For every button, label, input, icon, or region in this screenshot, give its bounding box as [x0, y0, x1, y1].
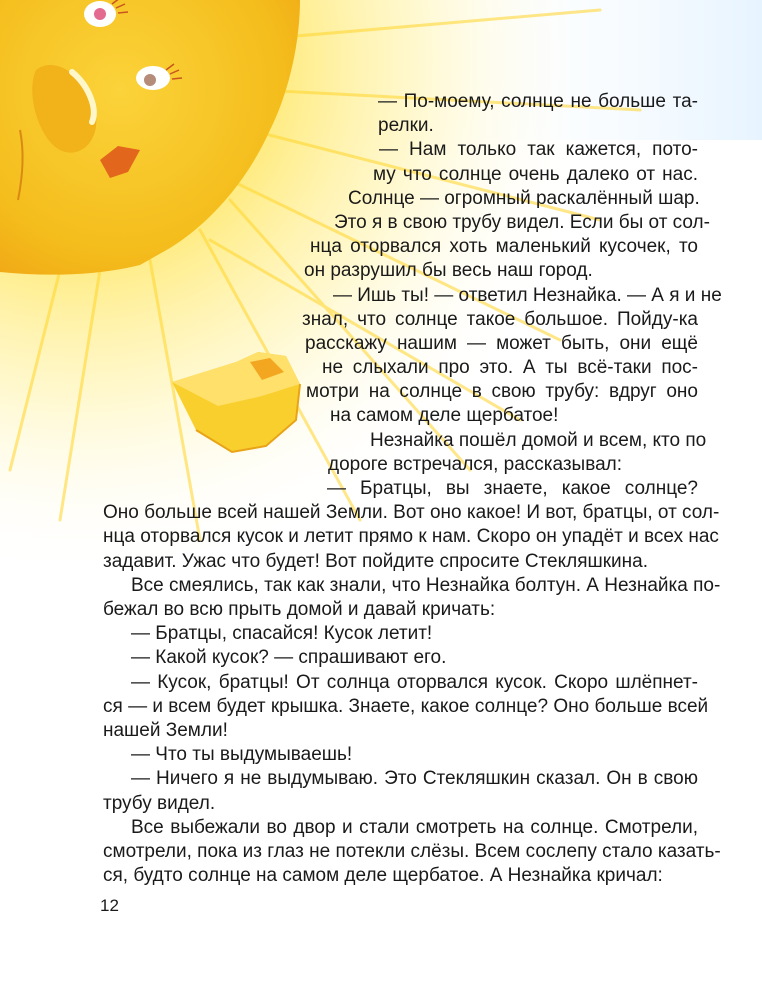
text-line: — Братцы, вы знаете, какое солнце? [327, 478, 698, 499]
text-line: Все выбежали во двор и стали смотреть на солнце. Смотрели, [131, 817, 698, 838]
text-line: задавит. Ужас что будет! Вот пойдите спросите Стекляшкина. [103, 551, 648, 572]
text-line: бежал во всю прыть домой и давай кричать: [103, 599, 496, 620]
text-line: Солнце — огромный раскалённый шар. [348, 188, 700, 209]
text-line: Это я в свою трубу видел. Если бы от сол- [334, 212, 710, 233]
text-line: он разрушил бы весь наш город. [304, 260, 593, 281]
text-line: знал, что солнце такое большое. Пойду-ка [302, 309, 698, 330]
text-line: дороге встречался, рассказывал: [328, 454, 623, 475]
text-line: ся — и всем будет крышка. Знаете, какое солнце? Оно больше всей [103, 696, 709, 717]
text-line: ся, будто солнце на самом деле щербатое. А Незнайка кричал: [103, 865, 663, 886]
text-line: трубу видел. [103, 793, 216, 814]
text-line: — Какой кусок? — спрашивают его. [131, 647, 447, 668]
text-line: — Ничего я не выдумываю. Это Стекляшкин сказал. Он в свою [131, 768, 698, 789]
text-line: Оно больше всей нашей Земли. Вот оно какое! И вот, братцы, от сол- [103, 502, 720, 523]
text-line: расскажу нашим — может быть, они ещё [305, 333, 698, 354]
page-number: 12 [100, 896, 119, 915]
text-line: на самом деле щербатое! [330, 405, 559, 426]
text-line: — Нам только так кажется, пото- [379, 139, 698, 160]
text-line: — Ишь ты! — ответил Незнайка. — А я и не [333, 285, 722, 306]
text-line: нашей Земли! [103, 720, 228, 741]
text-line: нца оторвался кусок и летит прямо к нам. Скоро он упадёт и всех нас [103, 526, 719, 547]
text-line: Все смеялись, так как знали, что Незнайка болтун. А Незнайка по- [131, 575, 721, 596]
text-line: Незнайка пошёл домой и всем, кто по [370, 430, 707, 451]
text-line: му что солнце очень далеко от нас. [373, 164, 698, 185]
text-line: — Кусок, братцы! От солнца оторвался кусок. Скоро шлёпнет- [131, 672, 698, 693]
text-line: — Что ты выдумываешь! [131, 744, 353, 765]
text-line: смотрели, пока из глаз не потекли слёзы. Всем сослепу стало казать- [103, 841, 721, 862]
text-line: — Братцы, спасайся! Кусок летит! [131, 623, 433, 644]
text-line: мотри на солнце в свою трубу: вдруг оно [306, 381, 698, 402]
text-line: не слыхали про это. А ты всё-таки пос- [322, 357, 698, 378]
text-line: — По-моему, солнце не больше та- [378, 91, 698, 112]
text-line: нца оторвался хоть маленький кусочек, то [310, 236, 698, 257]
text-line: релки. [378, 115, 434, 136]
